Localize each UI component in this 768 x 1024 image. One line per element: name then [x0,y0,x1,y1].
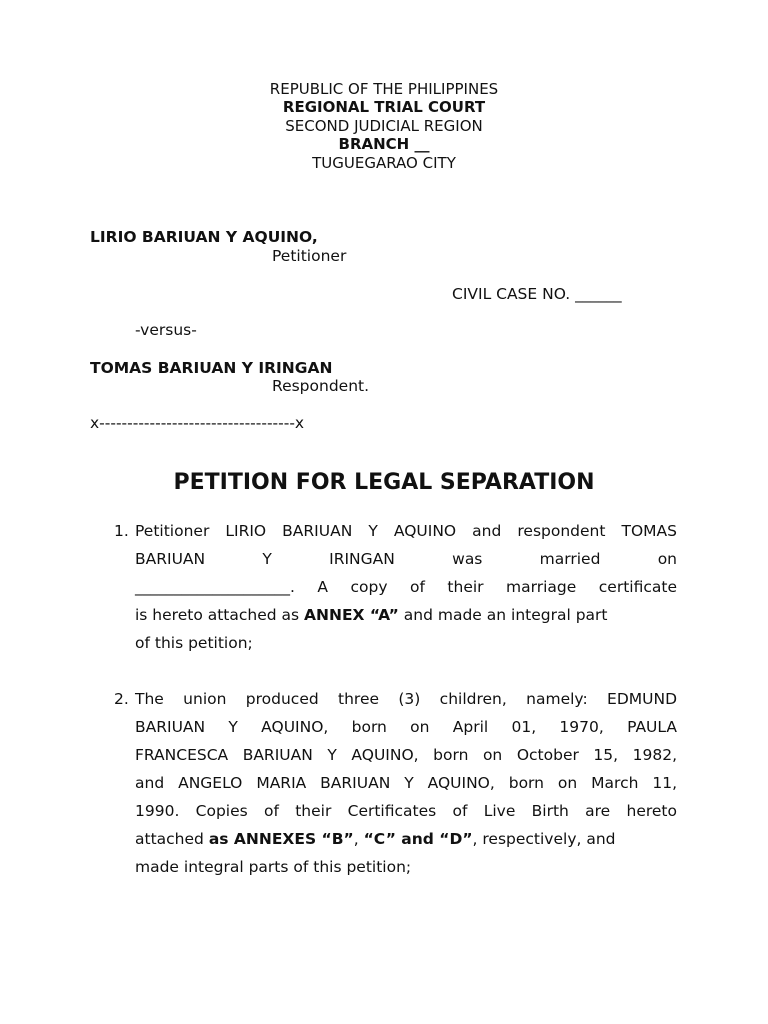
paragraph-line: made integral parts of this petition; [135,858,412,876]
header-city: TUGUEGARAO CITY [312,154,456,172]
petitioner-role: Petitioner [272,247,347,265]
caption-divider: x-----------------------------------x [90,414,305,432]
header-court: REGIONAL TRIAL COURT [282,98,486,116]
header-republic: REPUBLIC OF THE PHILIPPINES [269,80,499,98]
paragraph-line: BARIUAN Y AQUINO, born on April 01, 1970, PAULA [135,718,677,736]
paragraph-line: 1990. Copies of their Certificates of Live Birth are hereto [135,802,677,820]
text-segment: , [353,830,364,848]
paragraph-number: 1. [114,522,129,540]
petitioner-name: LIRIO BARIUAN Y AQUINO, [90,228,318,246]
paragraph-line: and ANGELO MARIA BARIUAN Y AQUINO, born on March 11, [135,774,677,792]
paragraph-line: The union produced three (3) children, namely: EDMUND [135,690,677,708]
text-segment: attached [135,830,209,848]
text-segment: is hereto attached as [135,606,305,624]
paragraph-line: FRANCESCA BARIUAN Y AQUINO, born on October 15, 1982, [135,746,677,764]
text-segment: , respectively, and [472,830,616,848]
civil-case-number: CIVIL CASE NO. ______ [452,285,622,303]
paragraph-line [135,605,677,625]
paragraph-line: of this petition; [135,634,253,652]
header-region: SECOND JUDICIAL REGION [285,117,483,135]
header-branch: BRANCH __ [338,135,430,153]
paragraph-line: ____________________. A copy of their marriage certificate [135,578,677,596]
respondent-name: TOMAS BARIUAN Y IRINGAN [90,359,333,377]
paragraph-line [135,829,677,849]
annex-b-reference: as ANNEXES “B” [208,830,354,848]
document-title: PETITION FOR LEGAL SEPARATION [173,470,595,495]
paragraph-line: BARIUAN Y IRINGAN was married on [135,550,677,568]
paragraph-number: 2. [114,690,129,708]
respondent-role: Respondent. [272,377,370,395]
paragraph-line: Petitioner LIRIO BARIUAN Y AQUINO and respondent TOMAS [135,522,677,540]
versus-label: -versus- [135,321,197,339]
annex-cd-reference: “C” and “D” [363,830,473,848]
annex-a-reference: ANNEX “A” [304,606,399,624]
text-segment: and made an integral part [398,606,608,624]
